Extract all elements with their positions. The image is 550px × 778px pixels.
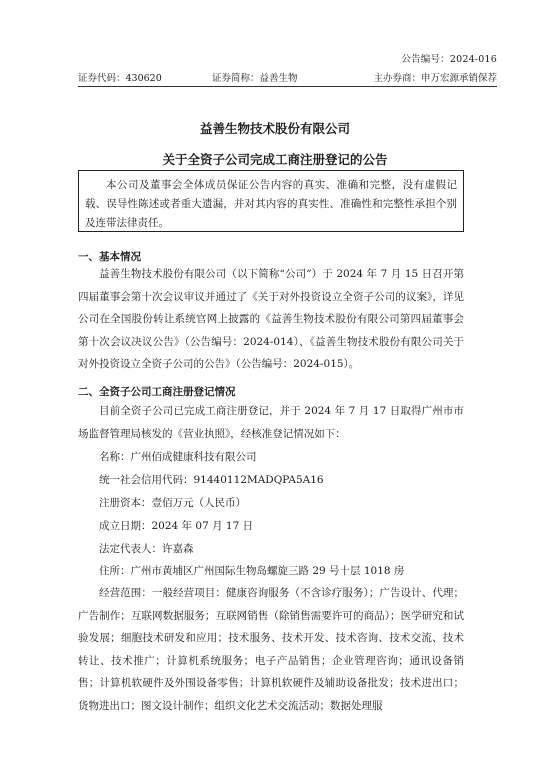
field-established-date: 成立日期：2024 年 07 月 17 日 (99, 520, 254, 532)
section-1-body: 益善生物技术股份有限公司（以下简称“公司”）于 2024 年 7 月 15 日召开第四届董事会第十次会议审议并通过了《关于对外投资设立全资子公司的议案》，详见公司在全国股份转让系统官网上披露的《益善生物技术股份有限公司第四届董事会第十次会议决议公告》（公告编号：2024-014）、《益善生物技术股份有限公司关于对外投资设立全资子公司的公告》（公告编号：2024-015）。 (78, 268, 464, 370)
field-business-scope: 经营范围：一般经营项目：健康咨询服务（不含诊疗服务）；广告设计、代理；广告制作；互联网数据服务；互联网销售（除销售需要许可的商品）；医学研究和试验发展；细胞技术研发和应用；技术服务、技术开发、技术咨询、技术交流、技术转让、技术推广；计算机系统服务；电子产品销售；企业管理咨询；通讯设备销售；计算机软硬件及外围设备零售；计算机软硬件及辅助设备批发；技术进出口；货物进出口；图文设计制作；组织文化艺术交流活动；数据处理服 (78, 587, 464, 712)
stock-abbreviation: 证券简称：益善生物 (212, 73, 298, 84)
field-legal-representative: 法定代表人：许嘉森 (99, 543, 194, 555)
section-1-heading: 一、基本情况 (78, 251, 141, 263)
field-registered-capital: 注册资本：壹佰万元（人民币） (99, 497, 246, 509)
stock-code: 证券代码：430620 (78, 73, 162, 84)
section-2-intro: 目前全资子公司已完成工商注册登记，并于 2024 年 7 月 17 日取得广州市市场监督管理局核发的《营业执照》，经核准登记情况如下： (78, 405, 464, 440)
section-2-heading: 二、全资子公司工商注册登记情况 (78, 386, 236, 398)
securities-info-row (78, 70, 497, 84)
company-title: 益善生物技术股份有限公司 (199, 121, 350, 136)
field-address: 住所：广州市黄埔区广州国际生物岛螺旋三路 29 号十层 1018 房 (99, 565, 405, 577)
sponsor-broker: 主办券商：申万宏源承销保荐 (373, 73, 497, 84)
field-company-name: 名称：广州佰成健康科技有限公司 (99, 451, 257, 463)
field-credit-code: 统一社会信用代码：91440112MADQPA5A16 (99, 474, 324, 486)
notice-number: 公告编号：2024-016 (401, 54, 497, 65)
announcement-title: 关于全资子公司完成工商注册登记的公告 (162, 152, 388, 167)
header-divider (78, 86, 497, 87)
board-statement-box: 本公司及董事会全体成员保证公告内容的真实、准确和完整，没有虚假记载、误导性陈述或者重大遗漏，并对其内容的真实性、准确性和完整性承担个别及连带法律责任。 (78, 170, 464, 232)
